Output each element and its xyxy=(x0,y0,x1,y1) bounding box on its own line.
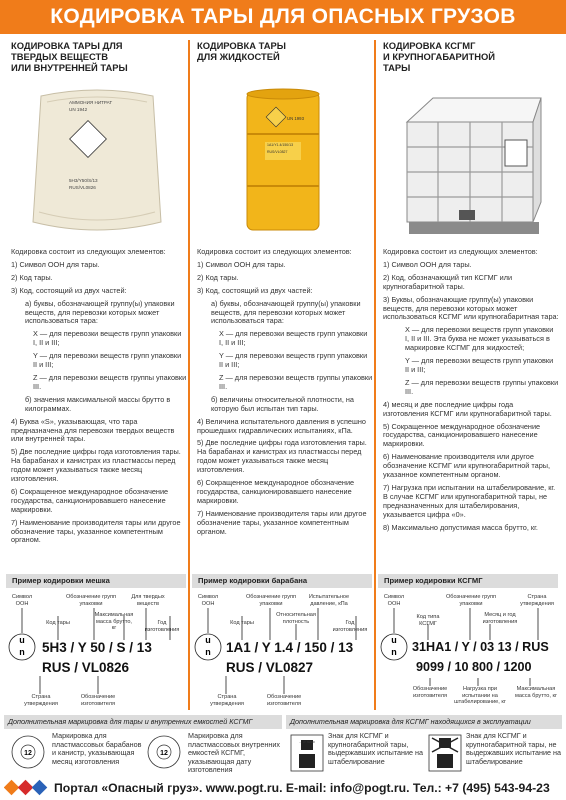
code-label: Обозначение групп упаковки xyxy=(445,594,497,607)
code-label: Относительная плотность xyxy=(276,612,316,625)
column-title xyxy=(378,40,561,80)
paragraph: 6) Наименование производителя или другое обозначение КСГМГ или крупногабаритной тары, указанное компетентным органом. xyxy=(383,452,551,480)
code-label: Испытательное давление, кПа xyxy=(308,594,350,607)
mark-description: Маркировка для пластмассовых барабанов и канистр, указывающая месяц изготовления xyxy=(52,731,142,766)
mark-description: Знак для КСГМГ и крупногабаритной тары, выдержавших испытание на штабелирование xyxy=(328,731,423,766)
paragraph: 5) Сокращенное международное обозначение государства, санкционировавшего нанесение маркировки. xyxy=(383,421,541,449)
code-label: Страна утверждения xyxy=(210,694,244,707)
additional-marking-title: Дополнительная маркировка для КСГМГ находящихся в эксплуатации xyxy=(286,715,562,729)
column-text xyxy=(378,248,561,532)
code-line: 9099 / 10 800 / 1200 xyxy=(416,660,532,674)
title-line: ДЛЯ ЖИДКОСТЕЙ xyxy=(197,51,280,62)
paragraph: X — для перевозки веществ групп упаковки I, II и III; xyxy=(219,329,368,348)
title-line: КОДИРОВКА ТАРЫ xyxy=(197,40,286,51)
title-line: КОДИРОВКА КСГМГ xyxy=(383,40,476,51)
paragraph: Z — для перевозки веществ группы упаковки III. xyxy=(219,372,373,391)
paragraph: Кодировка состоит из следующих элементов: xyxy=(383,247,538,256)
svg-text:n: n xyxy=(205,647,211,657)
mark-description: Маркировка для пластмассовых внутренних емкостей КСГМГ, указывающая дату изготовления xyxy=(188,731,280,775)
paragraph: 3) Код, состоящий из двух частей: xyxy=(11,285,127,295)
code-label: Месяц и год изготовления xyxy=(482,612,518,625)
paragraph: 1) Символ ООН для тары. xyxy=(197,259,286,269)
paragraph: Y — для перевозки веществ групп упаковки II и III; xyxy=(33,351,182,370)
paragraph: 4) Величина испытательного давления в успешно прошедших гидравлических испытаниях, кПа. xyxy=(197,416,366,435)
svg-text:n: n xyxy=(391,647,397,657)
bag-label: АММОНИЯ НИТРАТ xyxy=(69,100,113,105)
svg-text:u: u xyxy=(19,635,25,645)
title-line: ТАРЫ xyxy=(383,62,411,73)
code-label: Обозначение групп упаковки xyxy=(65,594,117,607)
column-solids xyxy=(6,40,189,564)
paragraph: 3) Код, состоящий из двух частей: xyxy=(197,285,313,295)
additional-marking-title: Дополнительная маркировка для тары и внутренних емкостей КСГМГ xyxy=(4,715,282,729)
hazard-logo-icon xyxy=(4,779,50,799)
stack-mark-kg: ... кг макс xyxy=(299,740,315,744)
paragraph: 6) Сокращенное международное обозначение государства, санкционировавшего нанесение маркировки. xyxy=(11,486,169,514)
example-title: Пример кодировки КСГМГ xyxy=(378,574,558,588)
clock-dial-icon xyxy=(146,734,182,770)
column-title xyxy=(192,40,375,80)
paragraph: а) буквы, обозначающей группу(ы) упаковки веществ, для перевозки которых может использоваться тара: xyxy=(25,298,175,326)
code-label: Символ ООН xyxy=(383,594,405,607)
title-line: ИЛИ ВНУТРЕННЕЙ ТАРЫ xyxy=(11,62,128,73)
code-line: 1A1 / Y 1.4 / 150 / 13 xyxy=(226,640,354,655)
paragraph: Y — для перевозки веществ групп упаковки II и III; xyxy=(405,356,554,374)
code-line: 31HA1 / Y / 03 13 / RUS xyxy=(412,640,549,654)
code-label: Страна утверждения xyxy=(24,694,58,707)
code-label: Максимальная масса брутто, кг xyxy=(514,686,558,699)
title-line: И КРУПНОГАБАРИТНОЙ xyxy=(383,51,495,62)
column-text xyxy=(6,248,189,545)
mark-description: Знак для КСГМГ и крупногабаритной тары, не выдержавших испытание на штабелирование xyxy=(466,731,561,766)
dial-center: 12 xyxy=(24,750,32,757)
drum-photo xyxy=(199,82,367,240)
footer-contacts: Портал «Опасный груз». www.pogt.ru. E-mail: info@pogt.ru. Тел.: +7 (495) 543-94-23 xyxy=(54,781,550,795)
code-label: Год изготовления xyxy=(144,620,180,633)
paragraph: 6) Сокращенное международное обозначение государства, санкционировавшего нанесение маркировки. xyxy=(197,478,355,505)
code-line: RUS / VL0826 xyxy=(42,660,130,675)
drum-label: 1A1/Y1.4/150/13 xyxy=(267,143,294,147)
code-label: Нагрузка при испытании на штабелирование, кг xyxy=(454,686,506,706)
svg-text:u: u xyxy=(391,635,397,645)
paragraph: 2) Код, обозначающий тип КСГМГ или крупногабаритной тары. xyxy=(383,272,513,291)
no-stacking-icon xyxy=(428,734,462,772)
paragraph: X — для перевозки веществ групп упаковки I, II и III; xyxy=(33,329,182,348)
paragraph: 1) Символ ООН для тары. xyxy=(11,259,100,269)
code-label: Страна утверждения xyxy=(520,594,554,607)
title-line: КОДИРОВКА ТАРЫ ДЛЯ xyxy=(11,40,123,51)
page-title: КОДИРОВКА ТАРЫ ДЛЯ ОПАСНЫХ ГРУЗОВ xyxy=(0,0,566,34)
bag-label: RUS/VL0826 xyxy=(69,185,96,190)
code-label: Обозначение изготовителя xyxy=(412,686,448,699)
title-line: ТВЕРДЫХ ВЕЩЕСТВ xyxy=(11,51,108,62)
code-label: Максимальная масса брутто, кг xyxy=(94,612,134,632)
code-label: Обозначение изготовителя xyxy=(266,694,302,707)
paragraph: Кодировка состоит из следующих элементов: xyxy=(197,247,352,256)
paragraph: Кодировка состоит из следующих элементов: xyxy=(11,247,166,256)
drum-label: RUS/VL0827 xyxy=(267,150,288,154)
code-line: 5H3 / Y 50 / S / 13 xyxy=(42,640,152,655)
dial-center: 12 xyxy=(160,750,168,757)
code-line: RUS / VL0827 xyxy=(226,660,314,675)
column-title xyxy=(6,40,189,80)
column-liquids xyxy=(192,40,375,564)
paragraph: 8) Максимально допустимая масса брутто, кг. xyxy=(383,522,538,532)
paragraph: 3) Буквы, обозначающие группу(ы) упаковки веществ, для перевозки которых может использоваться КСГМГ или крупногабаритная тара: xyxy=(383,294,559,322)
paragraph: 2) Код тары. xyxy=(197,272,239,282)
bag-label: UN 1942 xyxy=(69,107,88,112)
paragraph: 2) Код тары. xyxy=(11,272,53,282)
column-ibc xyxy=(378,40,561,564)
ibc-photo xyxy=(385,82,553,240)
paragraph: 5) Две последние цифры года изготовления тары. На барабанах и канистрах из пластмассы перед годом может указываться также месяц изготовления. xyxy=(11,447,181,484)
paragraph: X — для перевозки веществ групп упаковки I, II и III. Эта буква не может указываться в маркировке КСГМГ для жидкостей; xyxy=(405,325,554,353)
svg-text:n: n xyxy=(19,647,25,657)
code-diagram xyxy=(192,590,374,708)
paragraph: 1) Символ ООН для тары. xyxy=(383,259,472,269)
paragraph: 4) месяц и две последние цифры года изготовления КСГМГ или крупногабаритной тары. xyxy=(383,399,552,418)
code-diagram xyxy=(6,590,188,708)
code-label: Код типа КСГМГ xyxy=(416,614,440,627)
paragraph: 7) Наименование производителя тары или другое обозначение тары, указанное компетентным органом. xyxy=(197,508,367,536)
paragraph: Z — для перевозки веществ группы упаковки III. xyxy=(33,372,187,391)
column-text xyxy=(192,248,375,536)
code-label: Обозначение групп упаковки xyxy=(245,594,297,607)
paragraph: б) величины относительной плотности, на которую был испытан тип тары. xyxy=(211,394,354,413)
drum-label: UN 1993 xyxy=(287,116,304,121)
code-diagram xyxy=(378,590,560,708)
bag-photo xyxy=(13,82,181,240)
paragraph: 5) Две последние цифры года изготовления тары. На барабанах и канистрах из пластмассы перед годом может указываться также месяц изготовления. xyxy=(197,438,367,475)
svg-text:u: u xyxy=(205,635,211,645)
paragraph: а) буквы, обозначающей группу(ы) упаковки веществ, для перевозки которых может использоваться тара: xyxy=(211,298,361,326)
paragraph: Y — для перевозки веществ групп упаковки II и III; xyxy=(219,351,368,370)
code-label: Код тары xyxy=(46,620,70,626)
code-label: Обозначение изготовителя xyxy=(80,694,116,707)
paragraph: 4) Буква «S», указывающая, что тара предназначена для перевозки твердых веществ или внутренней тары. xyxy=(11,416,175,444)
code-label: Символ ООН xyxy=(11,594,33,607)
paragraph: 7) Нагрузка при испытании на штабелирование, кг. В случае КСГМГ или крупногабаритной тары, не предназначенных для штабелирования, указывается цифра «0». xyxy=(383,482,556,519)
clock-dial-icon xyxy=(10,734,46,770)
code-label: Год изготовления xyxy=(332,620,368,633)
code-label: Код тары xyxy=(230,620,254,626)
paragraph: 7) Наименование производителя тары или другое обозначение тары, указанное компетентным органом. xyxy=(11,517,181,545)
bag-label: 5H3/Y50/S/13 xyxy=(69,178,98,183)
paragraph: Z — для перевозки веществ группы упаковки III. xyxy=(405,377,559,396)
paragraph: б) значения максимальной массы брутто в килограммах. xyxy=(25,394,171,413)
footer xyxy=(0,778,566,800)
code-label: Для твердых веществ xyxy=(131,594,165,607)
code-label: Символ ООН xyxy=(197,594,219,607)
example-title: Пример кодировки мешка xyxy=(6,574,186,588)
example-title: Пример кодировки барабана xyxy=(192,574,372,588)
